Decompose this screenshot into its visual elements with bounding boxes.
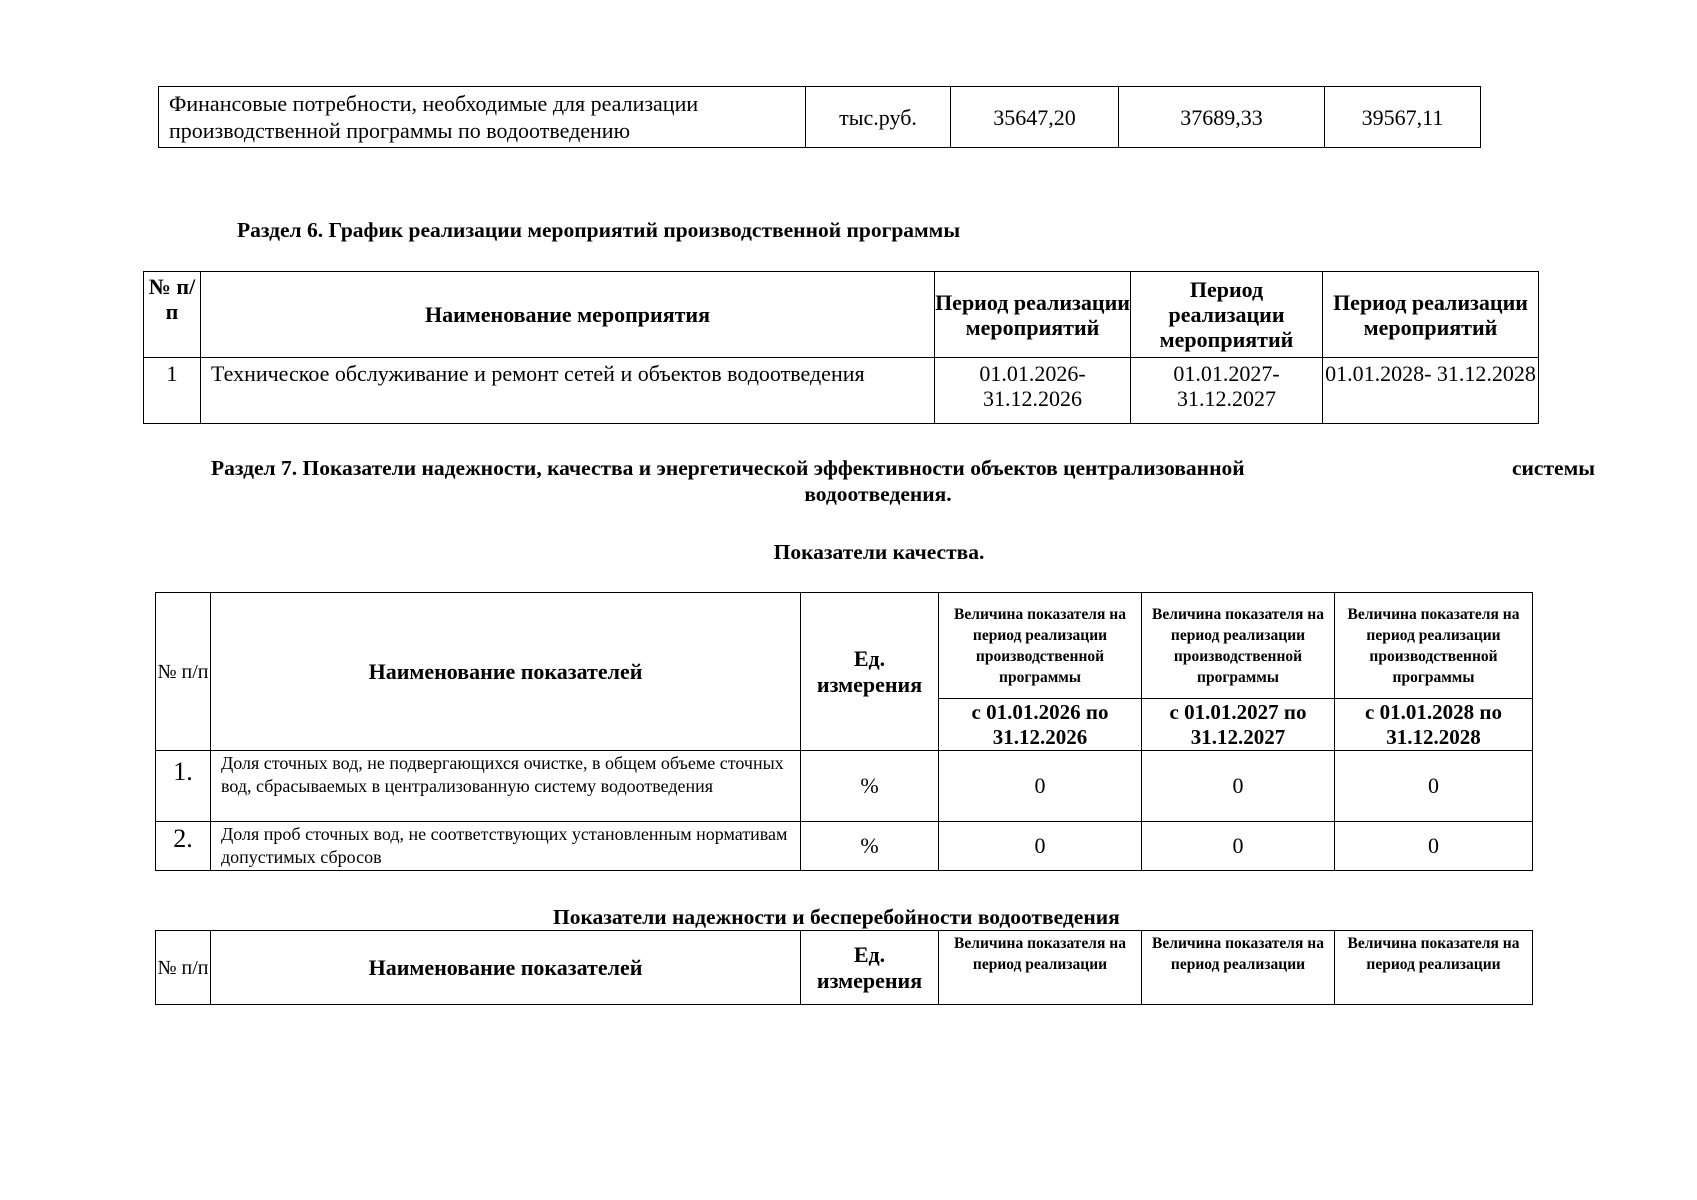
- quality-value-header-1: Величина показателя на период реализации производственной программы: [939, 593, 1142, 699]
- table-row: [144, 358, 1539, 424]
- section7-title-line1: Раздел 7. Показатели надежности, качества и энергетической эффективности объектов централизованной: [211, 456, 1245, 480]
- table-row: [156, 822, 1533, 871]
- reliability-num-header: № п/п: [156, 931, 211, 1005]
- finance-table: [158, 86, 1481, 148]
- quality-row-value-2: 0: [1142, 822, 1335, 871]
- schedule-period-header-3: Период реализации мероприятий: [1323, 272, 1539, 358]
- quality-row-value-2: 0: [1142, 751, 1335, 822]
- quality-period-header-2: с 01.01.2027 по 31.12.2027: [1142, 699, 1335, 751]
- quality-period-header-3: с 01.01.2028 по 31.12.2028: [1335, 699, 1533, 751]
- table-row: [156, 751, 1533, 822]
- finance-unit: тыс.руб.: [806, 87, 951, 148]
- section7-title-line2: водоотведения.: [804, 482, 952, 506]
- section7-title-word-right: системы: [1512, 456, 1596, 480]
- schedule-num-header: № п/п: [144, 272, 201, 358]
- table-header-row: [156, 931, 1533, 1005]
- quality-value-header-3: Величина показателя на период реализации производственной программы: [1335, 593, 1533, 699]
- section6-title: Раздел 6. График реализации мероприятий производственной программы: [237, 218, 961, 242]
- quality-row-value-3: 0: [1335, 822, 1533, 871]
- quality-value-header-2: Величина показателя на период реализации производственной программы: [1142, 593, 1335, 699]
- reliability-name-header: Наименование показателей: [211, 931, 801, 1005]
- finance-value-2026: 35647,20: [951, 87, 1119, 148]
- finance-value-2028: 39567,11: [1325, 87, 1481, 148]
- schedule-row-period-1: 01.01.2026- 31.12.2026: [935, 358, 1131, 424]
- quality-row-unit: %: [801, 751, 939, 822]
- schedule-row-period-3: 01.01.2028- 31.12.2028: [1323, 358, 1539, 424]
- schedule-period-header-2: Период реализации мероприятий: [1131, 272, 1323, 358]
- table-header-row: [156, 593, 1533, 699]
- quality-row-num: 2.: [156, 822, 211, 871]
- quality-num-header: № п/п: [156, 593, 211, 751]
- schedule-row-num: 1: [144, 358, 201, 424]
- quality-row-unit: %: [801, 822, 939, 871]
- quality-name-header: Наименование показателей: [211, 593, 801, 751]
- quality-row-value-3: 0: [1335, 751, 1533, 822]
- reliability-table: [155, 930, 1533, 1005]
- reliability-unit-header: Ед. измерения: [801, 931, 939, 1005]
- reliability-value-header-2: Величина показателя на период реализации: [1142, 931, 1335, 1005]
- reliability-value-header-3: Величина показателя на период реализации: [1335, 931, 1533, 1005]
- table-row: [159, 87, 1481, 148]
- quality-row-name: Доля проб сточных вод, не соответствующих установленным нормативам допустимых сбросов: [211, 822, 801, 871]
- finance-label: Финансовые потребности, необходимые для реализации производственной программы по водоотведению: [159, 87, 806, 148]
- quality-row-num: 1.: [156, 751, 211, 822]
- reliability-value-header-1: Величина показателя на период реализации: [939, 931, 1142, 1005]
- quality-row-value-1: 0: [939, 822, 1142, 871]
- schedule-name-header: Наименование мероприятия: [201, 272, 935, 358]
- quality-period-header-1: с 01.01.2026 по 31.12.2026: [939, 699, 1142, 751]
- schedule-table: [143, 271, 1539, 424]
- quality-row-name: Доля сточных вод, не подвергающихся очистке, в общем объеме сточных вод, сбрасываемых в централизованную систему водоотведения: [211, 751, 801, 822]
- schedule-row-name: Техническое обслуживание и ремонт сетей и объектов водоотведения: [201, 358, 935, 424]
- reliability-title: Показатели надежности и бесперебойности водоотведения: [553, 905, 1120, 929]
- quality-table: [155, 592, 1533, 871]
- schedule-row-period-2: 01.01.2027- 31.12.2027: [1131, 358, 1323, 424]
- schedule-period-header-1: Период реализации мероприятий: [935, 272, 1131, 358]
- quality-row-value-1: 0: [939, 751, 1142, 822]
- quality-title: Показатели качества.: [773, 540, 985, 564]
- quality-unit-header: Ед. измерения: [801, 593, 939, 751]
- table-header-row: [144, 272, 1539, 358]
- finance-value-2027: 37689,33: [1119, 87, 1325, 148]
